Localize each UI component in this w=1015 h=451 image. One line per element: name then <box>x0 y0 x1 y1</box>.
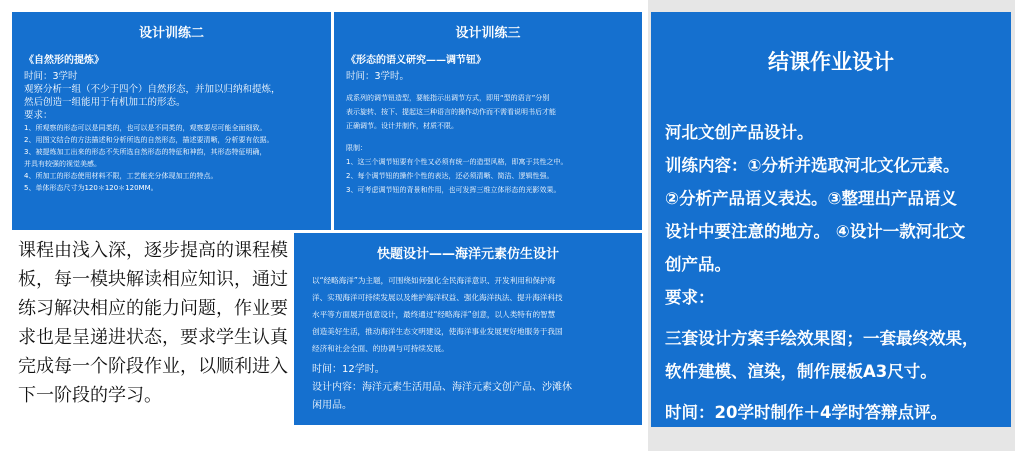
card-title: 快题设计——海洋元素仿生设计 <box>376 247 559 262</box>
card-line: ②分析产品语义表达。③整理出产品语义 <box>665 189 957 208</box>
requirements-title: 要求： <box>665 288 715 307</box>
limit-item: 1、这三个调节钮要有个性又必须有统一的造型风格，即寓于共性之中。 <box>346 158 568 166</box>
requirement-item: 3、被提炼加工出来的形态不失所选自然形态的特征和神韵，其形态特征明确， <box>24 148 267 156</box>
card-final-assignment <box>651 12 1011 427</box>
card-content-line: 设计内容：海洋元素生活用品、海洋元素文创产品、沙滩休 <box>312 382 572 393</box>
card-body-line: 创造美好生活，推动海洋生态文明建设，使海洋事业发展更好地服务于我国 <box>312 327 563 336</box>
card-line: 创产品。 <box>665 255 731 274</box>
limit-item: 2、每个调节钮的操作个性的表达，还必须清晰、简洁、逻辑性强。 <box>346 172 554 180</box>
card-title: 设计训练三 <box>455 26 521 41</box>
card-title: 结课作业设计 <box>768 50 894 74</box>
card-desc-line: 观察分析一组（不少于四个）自然形态，并加以归纳和提炼， <box>24 84 281 95</box>
card-body-line: 经济和社会全面、的协调与可持续发展。 <box>312 344 449 353</box>
course-description: 课程由浅入深，逐步提高的课程模板，每一模块解读相应知识，通过练习解决相应的能力问题，作业要求也是呈递进状态，要求学生认真完成每一个阶段作业，以顺利进入下一阶段的学习。 <box>18 240 288 406</box>
card-time: 时间：12学时。 <box>312 364 385 375</box>
card-time: 时间：3学时 <box>24 71 78 82</box>
card-quick-design <box>294 233 642 425</box>
requirement-item: 并具有较强的视觉美感。 <box>24 160 101 168</box>
card-body-line: 以“经略海洋”为主题，可围绕如何强化全民海洋意识、开发利用和保护海 <box>312 276 556 285</box>
card-body-line: 水平等方面展开创意设计，最终通过“经略海洋”创意，以人类特有的智慧 <box>312 310 556 319</box>
card-line: 设计中要注意的地方。 ④设计一款河北文 <box>665 222 966 241</box>
card-subtitle: 《形态的语义研究——调节钮》 <box>346 55 486 66</box>
requirement-item: 4、所加工的形态使用材料不限，工艺能充分体现加工的特点。 <box>24 172 218 180</box>
card-desc-line: 正确调节。设计并制作，材质不限。 <box>346 122 458 130</box>
requirements-title: 要求： <box>24 110 53 121</box>
card-design-training-3 <box>334 12 642 230</box>
card-line: 三套设计方案手绘效果图；一套最终效果， <box>665 329 979 348</box>
card-time: 时间：3学时。 <box>346 71 410 82</box>
card-desc-line: 成系列的调节钮造型，要能指示出调节方式，即用“型的语言”分别 <box>346 94 550 102</box>
requirement-item: 2、用图文结合的方法描述和分析所选的自然形态，描述要清晰，分析要有依据。 <box>24 136 274 144</box>
requirement-item: 5、单体形态尺寸为120＊120＊120MM。 <box>24 184 158 192</box>
card-line: 软件建模、渲染，制作展板A3尺寸。 <box>665 362 937 381</box>
card-desc-line: 然后创造一组能用于有机加工的形态。 <box>24 97 186 108</box>
limit-item: 3、可考虑调节钮的背景和作用，也可发挥三维立体形态的光影效果。 <box>346 186 561 194</box>
card-content-line: 闲用品。 <box>312 400 352 411</box>
card-line: 河北文创产品设计。 <box>665 123 814 142</box>
card-line: 训练内容：①分析并选取河北文化元素。 <box>665 156 960 175</box>
card-time: 时间：20学时制作＋4学时答辩点评。 <box>665 403 947 422</box>
limits-title: 限制： <box>346 144 367 152</box>
card-title: 设计训练二 <box>138 26 204 41</box>
card-design-training-2 <box>12 12 331 230</box>
card-body-line: 洋、实现海洋可持续发展以及维护海洋权益、强化海洋执法、提升海洋科技 <box>312 293 563 302</box>
requirement-item: 1、所观察的形态可以是同类的，也可以是不同类的，观察要尽可能全面细致。 <box>24 124 267 132</box>
card-subtitle: 《自然形的提炼》 <box>24 55 104 66</box>
card-desc-line: 表示旋转、按下、提起这三种语言的操作动作而不需看说明书后才能 <box>346 108 556 116</box>
